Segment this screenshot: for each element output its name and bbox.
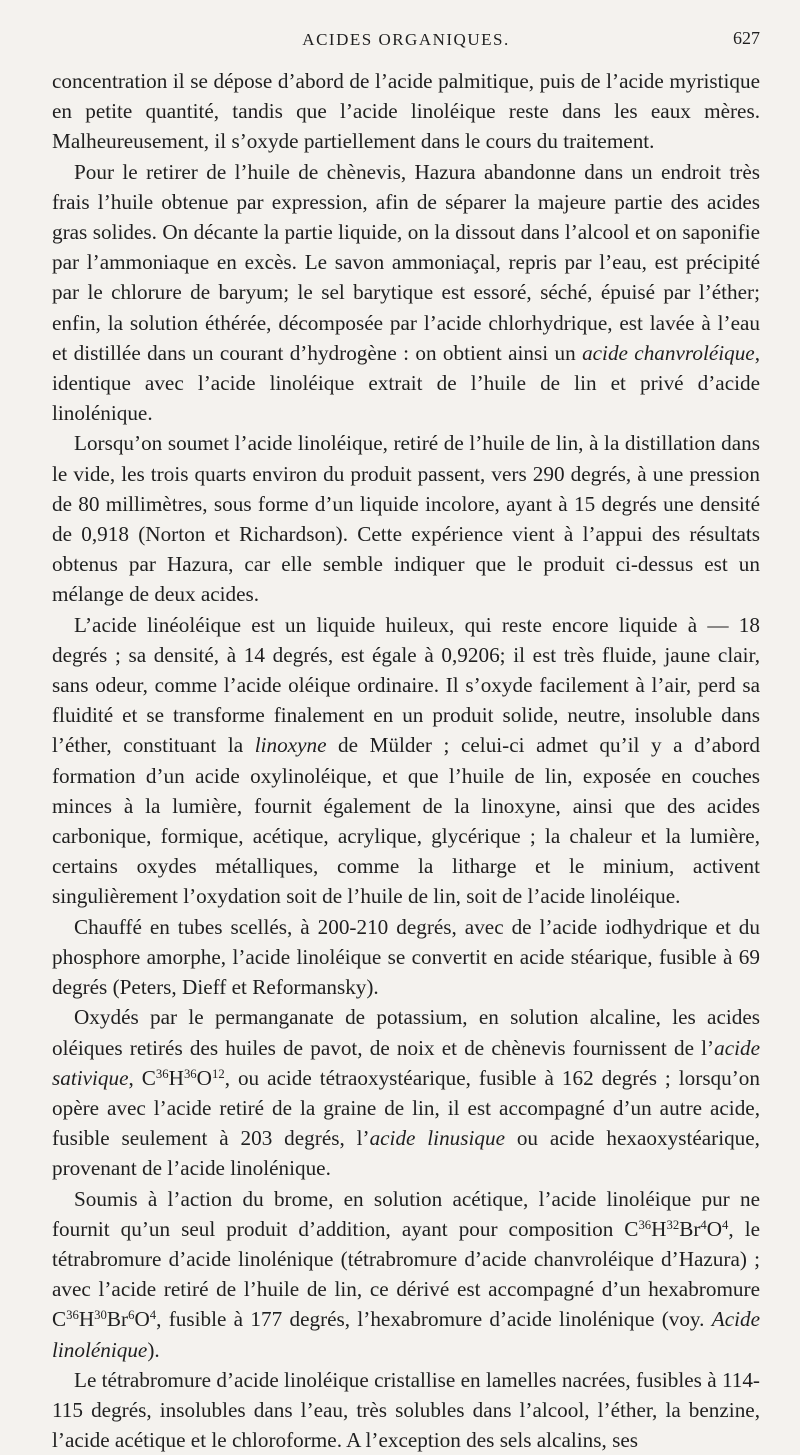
paragraph-1 [52,66,760,157]
paragraph-1-text: concentration il se dépose d’abord de l’acide palmitique, puis de l’acide myristique en petite quantité, tandis que l’acide linoléique reste dans les eaux mères. Malheureusement, il s’oxyde partiellement dans le cours du traitement. [52,69,760,154]
text: Br [106,1307,129,1332]
text: L’acide linéoléique est un liquide huileux, qui reste encore liquide à — 18 degrés ; sa densité, à 14 degrés, est égale à 0,9206; il est très fluide, jaune clair, sans odeur, comme l’acide oléique ordinaire. Il s’oxyde facilement à l’air, perd sa fluidité et se transforme finalement en un produit solide, neutre, insoluble dans l’éther, constituant la [52,612,760,758]
text: , le tétrabromure d’acide linolénique (tétrabromure d’acide chanvroléique d’Hazura) ; avec l’acide retiré de l’huile de lin, ce dérivé est accompagné d’un hexabromure C [52,1216,760,1332]
page-number: 627 [733,28,760,48]
term-acide-sativique: acide sativique [52,1035,760,1090]
paragraph-2 [52,157,760,429]
text: , fusible à 177 degrés, l’hexabromure d’acide linolénique (voy. [156,1307,712,1332]
text: H [651,1216,667,1241]
text: O [196,1065,212,1090]
formula-index: 32 [666,1217,680,1232]
paragraph-6 [52,1002,760,1183]
text: , ou acide tétraoxystéarique, fusible à 162 degrés ; lorsqu’on opère avec l’acide retiré de la graine de lin, il est accompagné d’un autre acide, fusible seulement à 203 degrés, l’ [52,1065,760,1151]
body-text [52,66,760,1455]
text: Oxydés par le permanganate de potassium, en solution alcaline, les acides oléiques retirés des huiles de pavot, de noix et de chènevis fournissent de l’ [52,1005,760,1060]
text: H [78,1307,95,1332]
paragraph-3 [52,428,760,609]
paragraph-7 [52,1184,760,1365]
paragraph-8-text: Le tétrabromure d’acide linoléique cristallise en lamelles nacrées, fusibles à 114-115 degrés, insolubles dans l’eau, très solubles dans l’alcool, l’éther, la benzine, l’acide acétique et le chloroforme. A l’exception des sels alcalins, ses [52,1367,760,1453]
formula-index: 36 [183,1066,197,1081]
formula-index: 36 [66,1308,79,1323]
paragraph-5 [52,912,760,1003]
paragraph-8 [52,1365,760,1455]
text: Soumis à l’action du brome, en solution acétique, l’acide linoléique pur ne fournit qu’un seul produit d’addition, ayant pour composition C [52,1186,760,1241]
formula-index: 4 [149,1308,157,1323]
text: Pour le retirer de l’huile de chènevis, Hazura abandonne dans un endroit très frais l’huile obtenue par expression, afin de séparer la majeure partie des acides gras solides. On décante la partie liquide, on la dissout dans l’alcool et on saponifie par l’ammoniaque en excès. Le savon ammoniaçal, repris par l’eau, est précipité par le chlorure de baryum; le sel barytique est essoré, séché, épuisé par l’éther; enfin, la solution éthérée, décomposée par l’acide chlorhydrique, est lavée à l’eau et distillée dans un courant d’hydrogène : on obtient ainsi un [52,159,760,365]
formula-index: 6 [128,1308,135,1323]
formula-index: 30 [94,1308,107,1323]
formula-index: 36 [155,1066,169,1081]
term-acide-linolenique: Acide linolénique [52,1307,760,1362]
text: , identique avec l’acide linoléique extrait de l’huile de lin et privé d’acide linolénique. [52,340,761,426]
page-header [52,0,760,66]
text: O [134,1307,150,1332]
running-title: ACIDES ORGANIQUES. [302,30,510,49]
term-acide-linusique: acide linusique [369,1126,505,1151]
paragraph-4 [52,610,760,912]
text: ou acide hexaoxystéarique, provenant de l’acide linolénique. [52,1126,760,1181]
text: ). [147,1337,160,1362]
formula-index: 12 [211,1066,225,1081]
formula-index: 36 [638,1217,652,1232]
text: de Mülder ; celui-ci admet qu’il y a d’abord formation d’un acide oxylinoléique, et que l’huile de lin, exposée en couches minces à la lumière, fournit également de la linoxyne, ainsi que des acides carbonique, formique, acétique, acrylique, glycérique ; la chaleur et la lumière, certains oxydes métalliques, comme la litharge et le minium, activent singulièrement l’oxydation soit de l’huile de lin, soit de l’acide linoléique. [52,733,761,909]
paragraph-5-text: Chauffé en tubes scellés, à 200-210 degrés, avec de l’acide iodhydrique et du phosphore amorphe, l’acide linoléique se convertit en acide stéarique, fusible à 69 degrés (Peters, Dieff et Reformansky). [52,914,760,1000]
text: Br [679,1216,701,1241]
text: H [168,1065,184,1090]
formula-index: 4 [722,1217,729,1232]
term-acide-chanvroleique: acide chanvroléique [582,340,755,365]
text: O [706,1216,723,1241]
paragraph-3-text: Lorsqu’on soumet l’acide linoléique, retiré de l’huile de lin, à la distillation dans le vide, les trois quarts environ du produit passent, vers 290 degrés, à une pression de 80 millimètres, sous forme d’un liquide incolore, ayant à 15 degrés une densité de 0,918 (Norton et Richardson). Cette expérience vient à l’appui des résultats obtenus par Hazura, car elle semble indiquer que le produit ci-dessus est un mélange de deux acides. [52,431,760,607]
term-linoxyne: linoxyne [254,733,327,758]
text: , C [128,1065,156,1090]
formula-index: 4 [700,1217,707,1232]
